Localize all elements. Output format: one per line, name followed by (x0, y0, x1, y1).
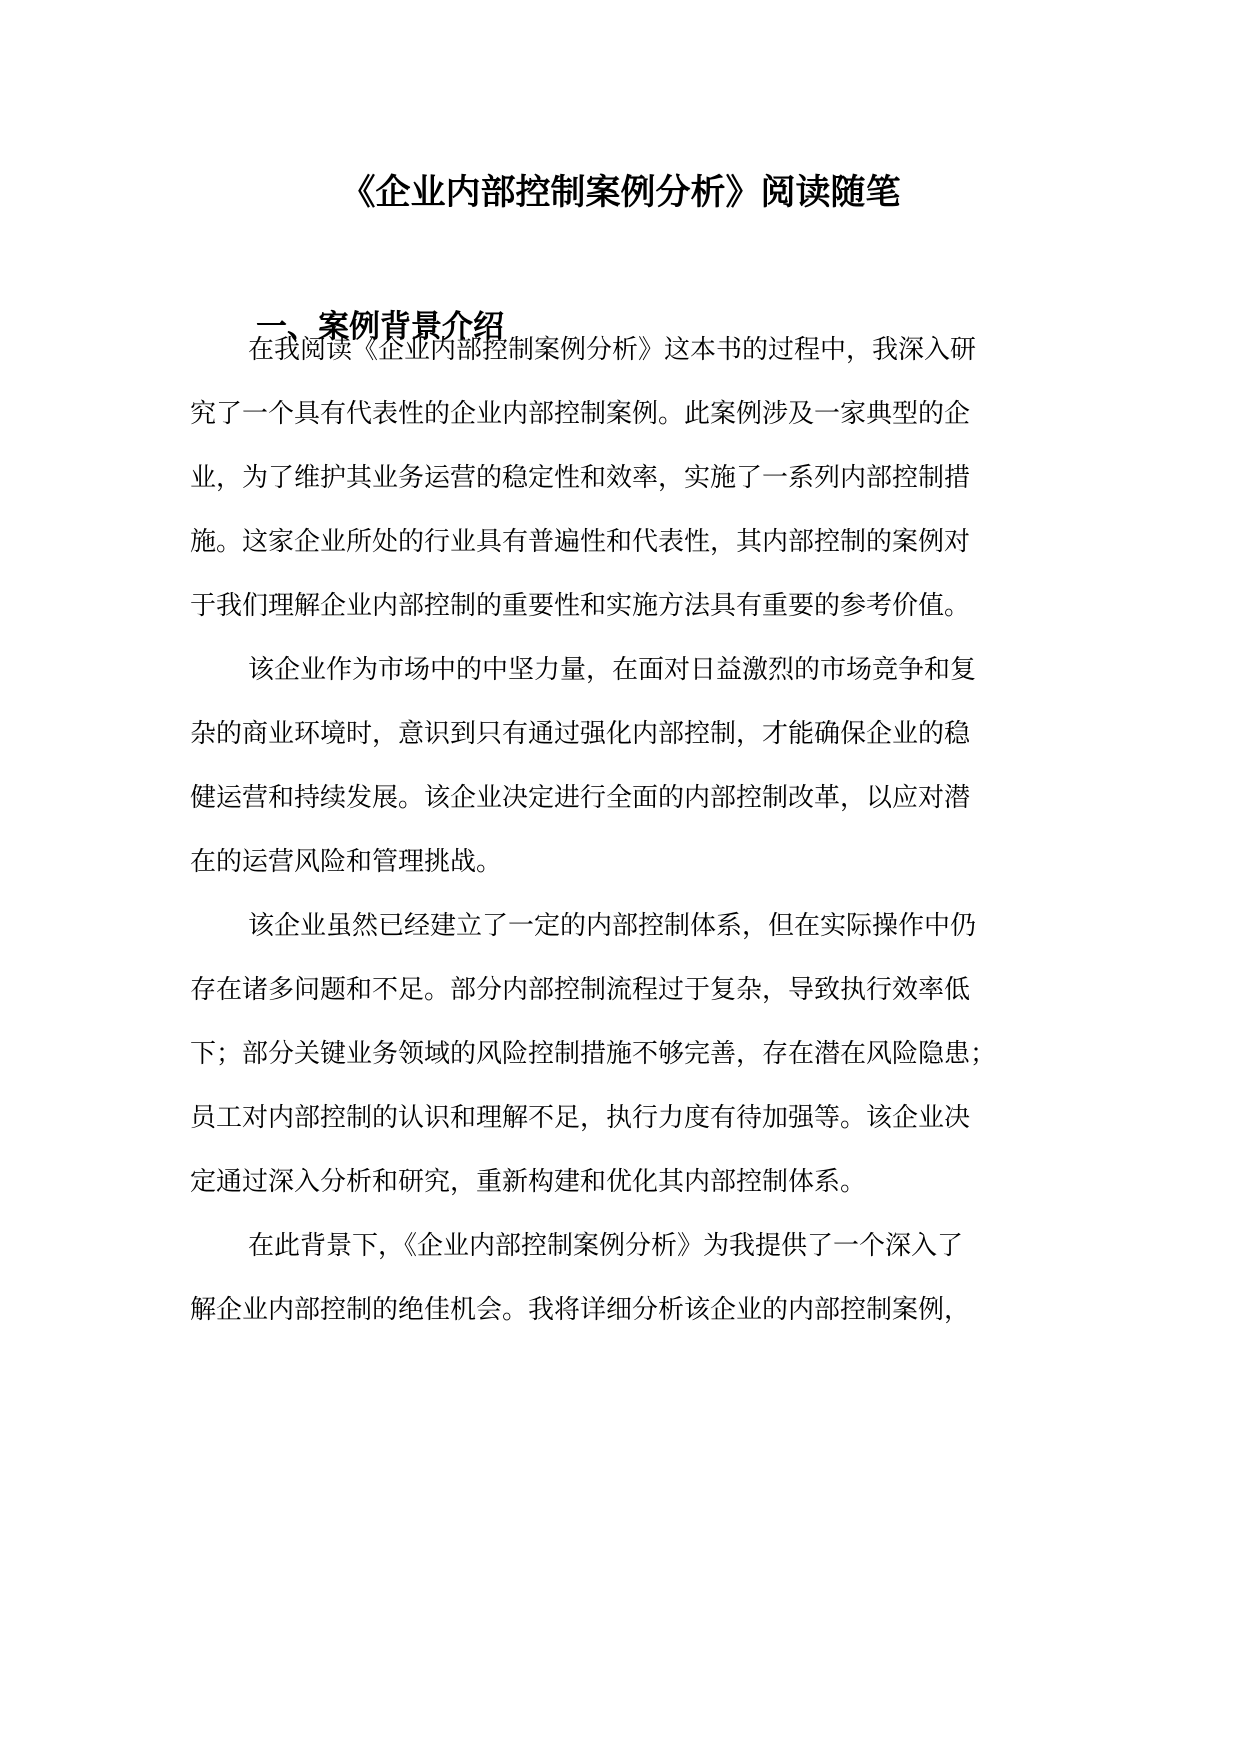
paragraph-line: 在我阅读《企业内部控制案例分析》这本书的过程中，我深入研 (248, 335, 977, 365)
paragraph-line: 究了一个具有代表性的企业内部控制案例。此案例涉及一家典型的企 (190, 399, 971, 429)
paragraph-line: 在的运营风险和管理挑战。 (190, 847, 503, 877)
paragraph-line: 杂的商业环境时，意识到只有通过强化内部控制，才能确保企业的稳 (190, 719, 971, 749)
paragraph-line: 业，为了维护其业务运营的稳定性和效率，实施了一系列内部控制措 (190, 463, 971, 493)
paragraph-line: 该企业虽然已经建立了一定的内部控制体系，但在实际操作中仍 (248, 911, 977, 941)
paragraph-line: 定通过深入分析和研究，重新构建和优化其内部控制体系。 (190, 1167, 867, 1197)
paragraph-line: 解企业内部控制的绝佳机会。我将详细分析该企业的内部控制案例， (190, 1295, 971, 1325)
paragraph-line: 于我们理解企业内部控制的重要性和实施方法具有重要的参考价值。 (190, 591, 971, 621)
paragraph-line: 在此背景下，《企业内部控制案例分析》为我提供了一个深入了 (248, 1231, 964, 1261)
section-heading: 一、案例背景介绍 (256, 308, 504, 345)
paragraph-line: 员工对内部控制的认识和理解不足，执行力度有待加强等。该企业决 (190, 1103, 971, 1133)
paragraph-line: 健运营和持续发展。该企业决定进行全面的内部控制改革，以应对潜 (190, 783, 971, 813)
paragraph-line: 施。这家企业所处的行业具有普遍性和代表性，其内部控制的案例对 (190, 527, 971, 557)
paragraph-line: 该企业作为市场中的中坚力量，在面对日益激烈的市场竞争和复 (248, 655, 977, 685)
paragraph-line: 下；部分关键业务领域的风险控制措施不够完善，存在潜在风险隐患； (190, 1039, 997, 1069)
paragraph-line: 存在诸多问题和不足。部分内部控制流程过于复杂，导致执行效率低 (190, 975, 971, 1005)
document-title: 《企业内部控制案例分析》阅读随笔 (340, 173, 901, 214)
